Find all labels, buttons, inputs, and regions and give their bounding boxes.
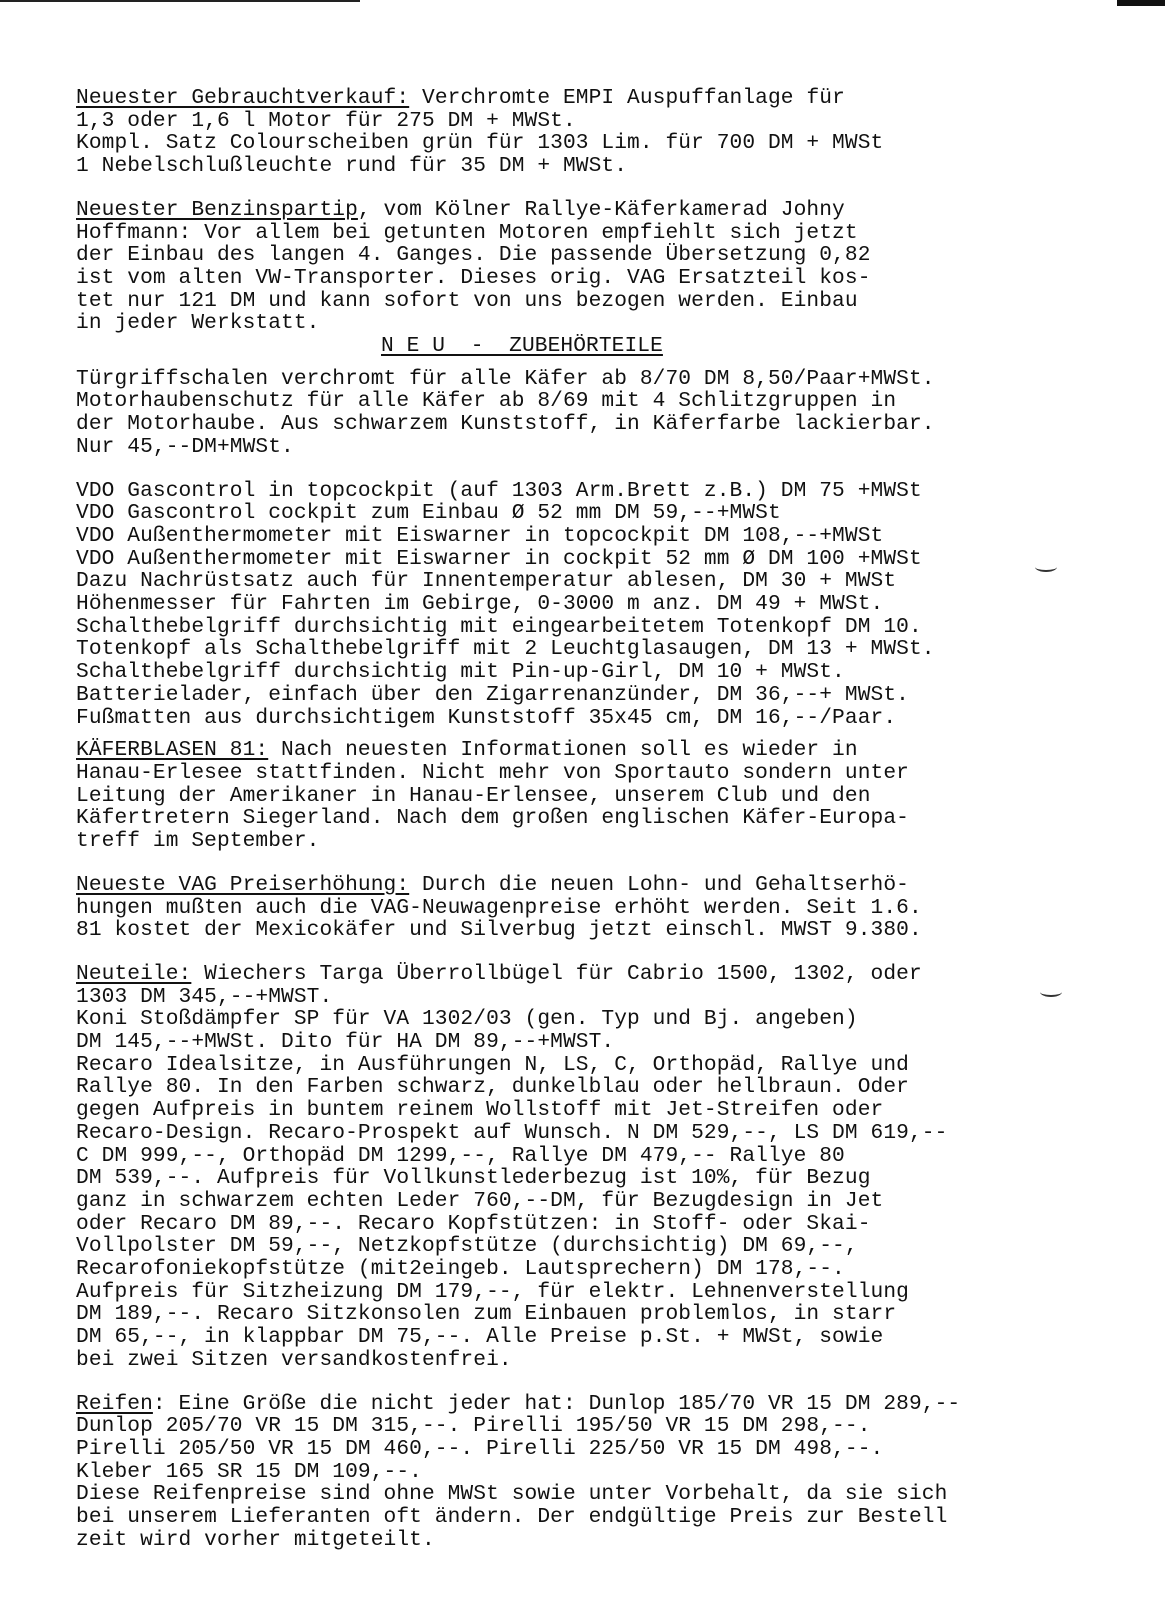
text-line: Koni Stoßdämpfer SP für VA 1302/03 (gen. Typ und Bj. angeben)	[76, 1007, 858, 1032]
text-line: der Einbau des langen 4. Ganges. Die passende Übersetzung 0,82	[76, 243, 871, 268]
paragraph-gebrauchtverkauf	[76, 87, 1136, 178]
text-line: Reifen: Eine Größe die nicht jeder hat: Dunlop 185/70 VR 15 DM 289,--	[76, 1391, 961, 1416]
corner-mark	[1117, 0, 1165, 6]
text-line: Schalthebelgriff durchsichtig mit Pin-up-Girl, DM 10 + MWSt.	[76, 660, 845, 685]
text-line: hungen mußten auch die VAG-Neuwagenpreise erhöht werden. Seit 1.6.	[76, 895, 922, 920]
paragraph-heading: KÄFERBLASEN 81:	[76, 738, 269, 763]
text-line: Diese Reifenpreise sind ohne MWSt sowie unter Vorbehalt, da sie sich	[76, 1482, 948, 1507]
text-line: VDO Gascontrol in topcockpit (auf 1303 Arm.Brett z.B.) DM 75 +MWSt	[76, 478, 922, 503]
text-line: 1 Nebelschlußleuchte rund für 35 DM + MWSt.	[76, 154, 628, 179]
text-line: DM 145,--+MWSt. Dito für HA DM 89,--+MWST.	[76, 1030, 615, 1055]
text-line: Kompl. Satz Colourscheiben grün für 1303 Lim. für 700 DM + MWSt	[76, 131, 884, 156]
text-line: Vollpolster DM 59,--, Netzkopfstütze (durchsichtig) DM 69,--,	[76, 1234, 858, 1259]
text-line: der Motorhaube. Aus schwarzem Kunststoff, in Käferfarbe lackierbar.	[76, 412, 935, 437]
paragraph-neuteile	[76, 963, 1136, 1372]
text-line: DM 539,--. Aufpreis für Vollkunstlederbezug ist 10%, für Bezug	[76, 1166, 871, 1191]
text-line: Dazu Nachrüstsatz auch für Innentemperatur ablesen, DM 30 + MWSt	[76, 569, 897, 594]
text-line: bei zwei Sitzen versandkostenfrei.	[76, 1347, 512, 1372]
paragraph-zubehoerteile	[76, 335, 1136, 459]
text-line: Neuteile: Wiechers Targa Überrollbügel für Cabrio 1500, 1302, oder	[76, 961, 922, 986]
text-line: Fußmatten aus durchsichtigem Kunststoff 35x45 cm, DM 16,--/Paar.	[76, 705, 897, 730]
top-rule	[0, 0, 360, 2]
text-line: bei unserem Lieferanten oft ändern. Der endgültige Preis zur Bestell	[76, 1505, 948, 1530]
text-line: Hoffmann: Vor allem bei getunten Motoren empfiehlt sich jetzt	[76, 220, 858, 245]
text-line: tet nur 121 DM und kann sofort von uns bezogen werden. Einbau	[76, 288, 858, 313]
paragraph-heading: Neuester Gebrauchtverkauf:	[76, 86, 410, 110]
text-line	[76, 335, 1136, 358]
text-line: Höhenmesser für Fahrten im Gebirge, 0-3000 m anz. DM 49 + MWSt.	[76, 592, 884, 617]
text-line: VDO Außenthermometer mit Eiswarner in topcockpit DM 108,--+MWSt	[76, 523, 884, 548]
text-line: VDO Außenthermometer mit Eiswarner in cockpit 52 mm Ø DM 100 +MWSt	[76, 546, 922, 571]
paragraph-vdo-list	[76, 480, 1136, 730]
paragraph-preiserhoehung	[76, 874, 1136, 942]
paragraph-benzinspartip	[76, 199, 1136, 335]
text-line: oder Recaro DM 89,--. Recaro Kopfstützen: in Stoff- oder Skai-	[76, 1211, 871, 1236]
text-line: Motorhaubenschutz für alle Käfer ab 8/69 mit 4 Schlitzgruppen in	[76, 389, 897, 414]
text-line: Rallye 80. In den Farben schwarz, dunkelblau oder hellbraun. Oder	[76, 1075, 909, 1100]
text-line: zeit wird vorher mitgeteilt.	[76, 1527, 435, 1552]
text-line: Recaro-Design. Recaro-Prospekt auf Wunsch. N DM 529,--, LS DM 619,--	[76, 1120, 948, 1145]
text-line: Türgriffschalen verchromt für alle Käfer ab 8/70 DM 8,50/Paar+MWSt.	[76, 366, 935, 391]
text-line: Hanau-Erlesee stattfinden. Nicht mehr von Sportauto sondern unter	[76, 760, 909, 785]
text-line: VDO Gascontrol cockpit zum Einbau Ø 52 mm DM 59,--+MWSt	[76, 501, 781, 526]
paragraph-kaeferblasen	[76, 739, 1136, 853]
text-line: 1,3 oder 1,6 l Motor für 275 DM + MWSt.	[76, 108, 576, 133]
text-line: ganz in schwarzem echten Leder 760,--DM, für Bezugdesign in Jet	[76, 1188, 884, 1213]
text-line: DM 65,--, in klappbar DM 75,--. Alle Preise p.St. + MWSt, sowie	[76, 1325, 884, 1350]
text-line: in jeder Werkstatt.	[76, 311, 320, 336]
text-line: Pirelli 205/50 VR 15 DM 460,--. Pirelli 225/50 VR 15 DM 498,--.	[76, 1436, 884, 1461]
text-line: Neueste VAG Preiserhöhung: Durch die neuen Lohn- und Gehaltserhö-	[76, 872, 909, 897]
text-line: gegen Aufpreis in buntem reinem Wollstoff mit Jet-Streifen oder	[76, 1098, 884, 1123]
text-line: Schalthebelgriff durchsichtig mit eingearbeitetem Totenkopf DM 10.	[76, 614, 922, 639]
text-line: DM 189,--. Recaro Sitzkonsolen zum Einbauen problemlos, in starr	[76, 1302, 897, 1327]
text-line: KÄFERBLASEN 81: Nach neuesten Informationen soll es wieder in	[76, 738, 858, 763]
paragraph-heading: Reifen	[76, 1391, 153, 1416]
paragraph-heading: Neuester Benzinspartip	[76, 197, 358, 222]
document-page	[76, 87, 1136, 1551]
text-line: Batterielader, einfach über den Zigarrenanzünder, DM 36,--+ MWSt.	[76, 682, 909, 707]
text-line: C DM 999,--, Orthopäd DM 1299,--, Rallye DM 479,-- Rallye 80	[76, 1143, 845, 1168]
text-line: Aufpreis für Sitzheizung DM 179,--, für elektr. Lehnenverstellung	[76, 1279, 909, 1304]
text-line: Käfertretern Siegerland. Nach dem großen englischen Käfer-Europa-	[76, 806, 909, 831]
text-line: 1303 DM 345,--+MWST.	[76, 984, 333, 1009]
text-line: Recaro Idealsitze, in Ausführungen N, LS, C, Orthopäd, Rallye und	[76, 1052, 909, 1077]
text-line: Nur 45,--DM+MWSt.	[76, 434, 294, 459]
text-line: Recarofoniekopfstütze (mit2eingeb. Lautsprechern) DM 178,--.	[76, 1257, 845, 1282]
text-line: Kleber 165 SR 15 DM 109,--.	[76, 1459, 422, 1484]
paragraph-heading: Neuteile:	[76, 961, 192, 986]
text-line: ist vom alten VW-Transporter. Dieses orig. VAG Ersatzteil kos-	[76, 265, 871, 290]
paragraph-heading: Neueste VAG Preiserhöhung:	[76, 872, 410, 897]
text-line: Leitung der Amerikaner in Hanau-Erlensee, unserem Club und den	[76, 783, 871, 808]
text-line: Dunlop 205/70 VR 15 DM 315,--. Pirelli 195/50 VR 15 DM 298,--.	[76, 1414, 871, 1439]
text-line: Neuester Benzinspartip, vom Kölner Rallye-Käferkamerad Johny	[76, 197, 845, 222]
text-line: Neuester Gebrauchtverkauf: Verchromte EMPI Auspuffanlage für	[76, 86, 845, 110]
text-line: Totenkopf als Schalthebelgriff mit 2 Leuchtglasaugen, DM 13 + MWSt.	[76, 637, 935, 662]
text-line: 81 kostet der Mexicokäfer und Silverbug jetzt einschl. MWST 9.380.	[76, 918, 922, 943]
paragraph-reifen	[76, 1393, 1136, 1552]
section-title: N E U - ZUBEHÖRTEILE	[381, 334, 663, 359]
text-line: treff im September.	[76, 829, 320, 854]
